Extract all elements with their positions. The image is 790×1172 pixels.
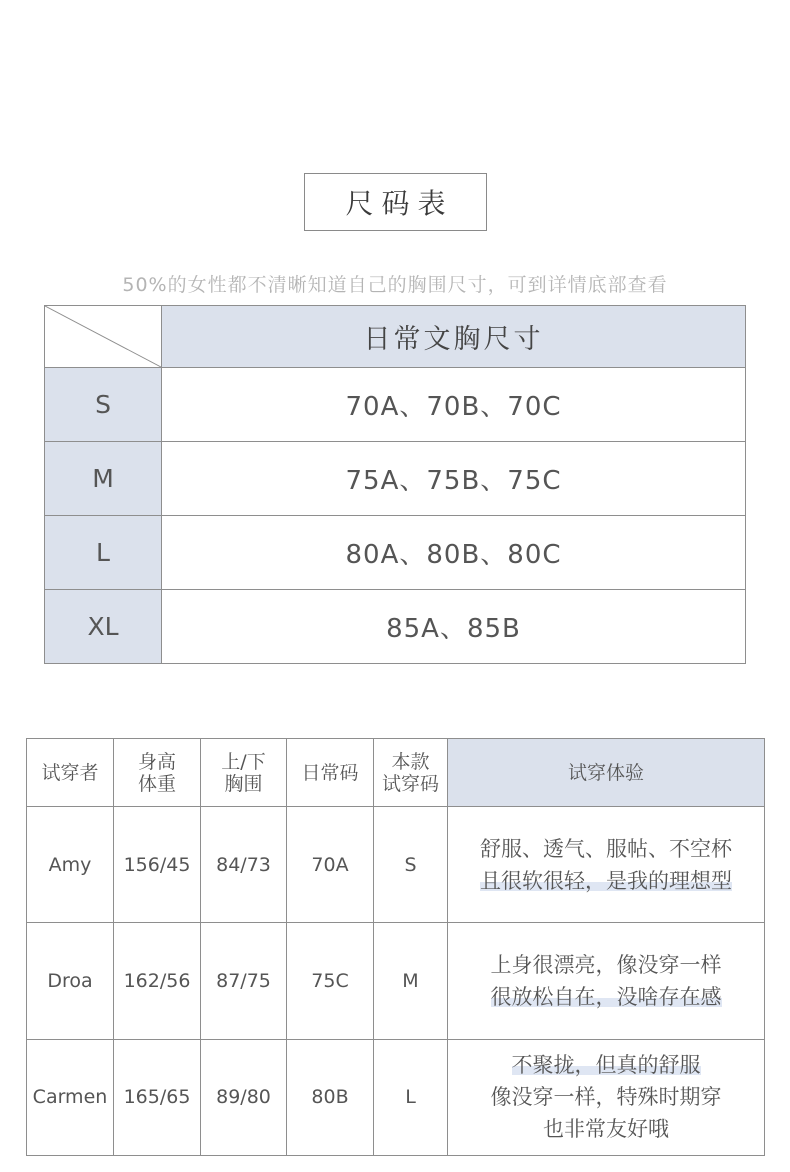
tester-daily-size: 70A [287, 807, 374, 923]
tester-bust: 89/80 [201, 1039, 287, 1155]
size-label: S [45, 368, 162, 442]
experience-line: 像没穿一样，特殊时期穿 [490, 1085, 722, 1110]
header-line: 上/下 [221, 750, 266, 773]
cup-sizes: 75A、75B、75C [162, 442, 746, 516]
tester-bust: 87/75 [201, 923, 287, 1039]
size-row [45, 368, 746, 442]
header-line: 本款 [391, 750, 430, 773]
tester-experience [448, 807, 765, 923]
tester-name: Droa [27, 923, 114, 1039]
experience-line-highlighted: 且很软很轻，是我的理想型 [480, 868, 732, 893]
tester-name: Amy [27, 807, 114, 923]
tester-trial-size: S [374, 807, 448, 923]
header-line: 体重 [137, 772, 176, 795]
page-title: 尺码表 [304, 173, 487, 231]
experience-line-highlighted: 不聚拢，但真的舒服 [511, 1053, 701, 1078]
size-chart-table [44, 305, 746, 664]
tester-row [27, 923, 765, 1039]
size-row [45, 590, 746, 664]
header-experience: 试穿体验 [448, 739, 765, 807]
size-chart-header: 日常文胸尺寸 [162, 306, 746, 368]
tester-name: Carmen [27, 1039, 114, 1155]
try-on-header-row [27, 739, 765, 807]
corner-cell [45, 306, 162, 368]
header-line: 胸围 [224, 772, 263, 795]
header-height-weight [114, 739, 201, 807]
tester-trial-size: L [374, 1039, 448, 1155]
tester-row [27, 1039, 765, 1155]
tester-height-weight: 156/45 [114, 807, 201, 923]
diagonal-divider [45, 306, 161, 367]
try-on-table [26, 738, 765, 1156]
header-bust [201, 739, 287, 807]
header-tester: 试穿者 [27, 739, 114, 807]
tester-daily-size: 80B [287, 1039, 374, 1155]
cup-sizes: 80A、80B、80C [162, 516, 746, 590]
tester-height-weight: 165/65 [114, 1039, 201, 1155]
tester-daily-size: 75C [287, 923, 374, 1039]
experience-line-highlighted: 很放松自在，没啥存在感 [490, 985, 722, 1010]
header-line: 试穿码 [381, 772, 439, 795]
header-daily-size: 日常码 [287, 739, 374, 807]
size-label: XL [45, 590, 162, 664]
header-trial-size [374, 739, 448, 807]
size-label: L [45, 516, 162, 590]
header-line: 身高 [137, 750, 176, 773]
experience-line: 也非常友好哦 [543, 1117, 669, 1142]
cup-sizes: 85A、85B [162, 590, 746, 664]
tester-trial-size: M [374, 923, 448, 1039]
cup-sizes: 70A、70B、70C [162, 368, 746, 442]
tester-bust: 84/73 [201, 807, 287, 923]
size-chart-header-row [45, 306, 746, 368]
experience-line: 舒服、透气、服帖、不空杯 [480, 836, 732, 861]
tester-experience [448, 923, 765, 1039]
tester-height-weight: 162/56 [114, 923, 201, 1039]
tester-experience [448, 1039, 765, 1155]
size-row [45, 516, 746, 590]
subtitle-note: 50%的女性都不清晰知道自己的胸围尺寸，可到详情底部查看 [122, 274, 668, 296]
size-row [45, 442, 746, 516]
experience-line: 上身很漂亮，像没穿一样 [490, 953, 722, 978]
size-label: M [45, 442, 162, 516]
tester-row [27, 807, 765, 923]
